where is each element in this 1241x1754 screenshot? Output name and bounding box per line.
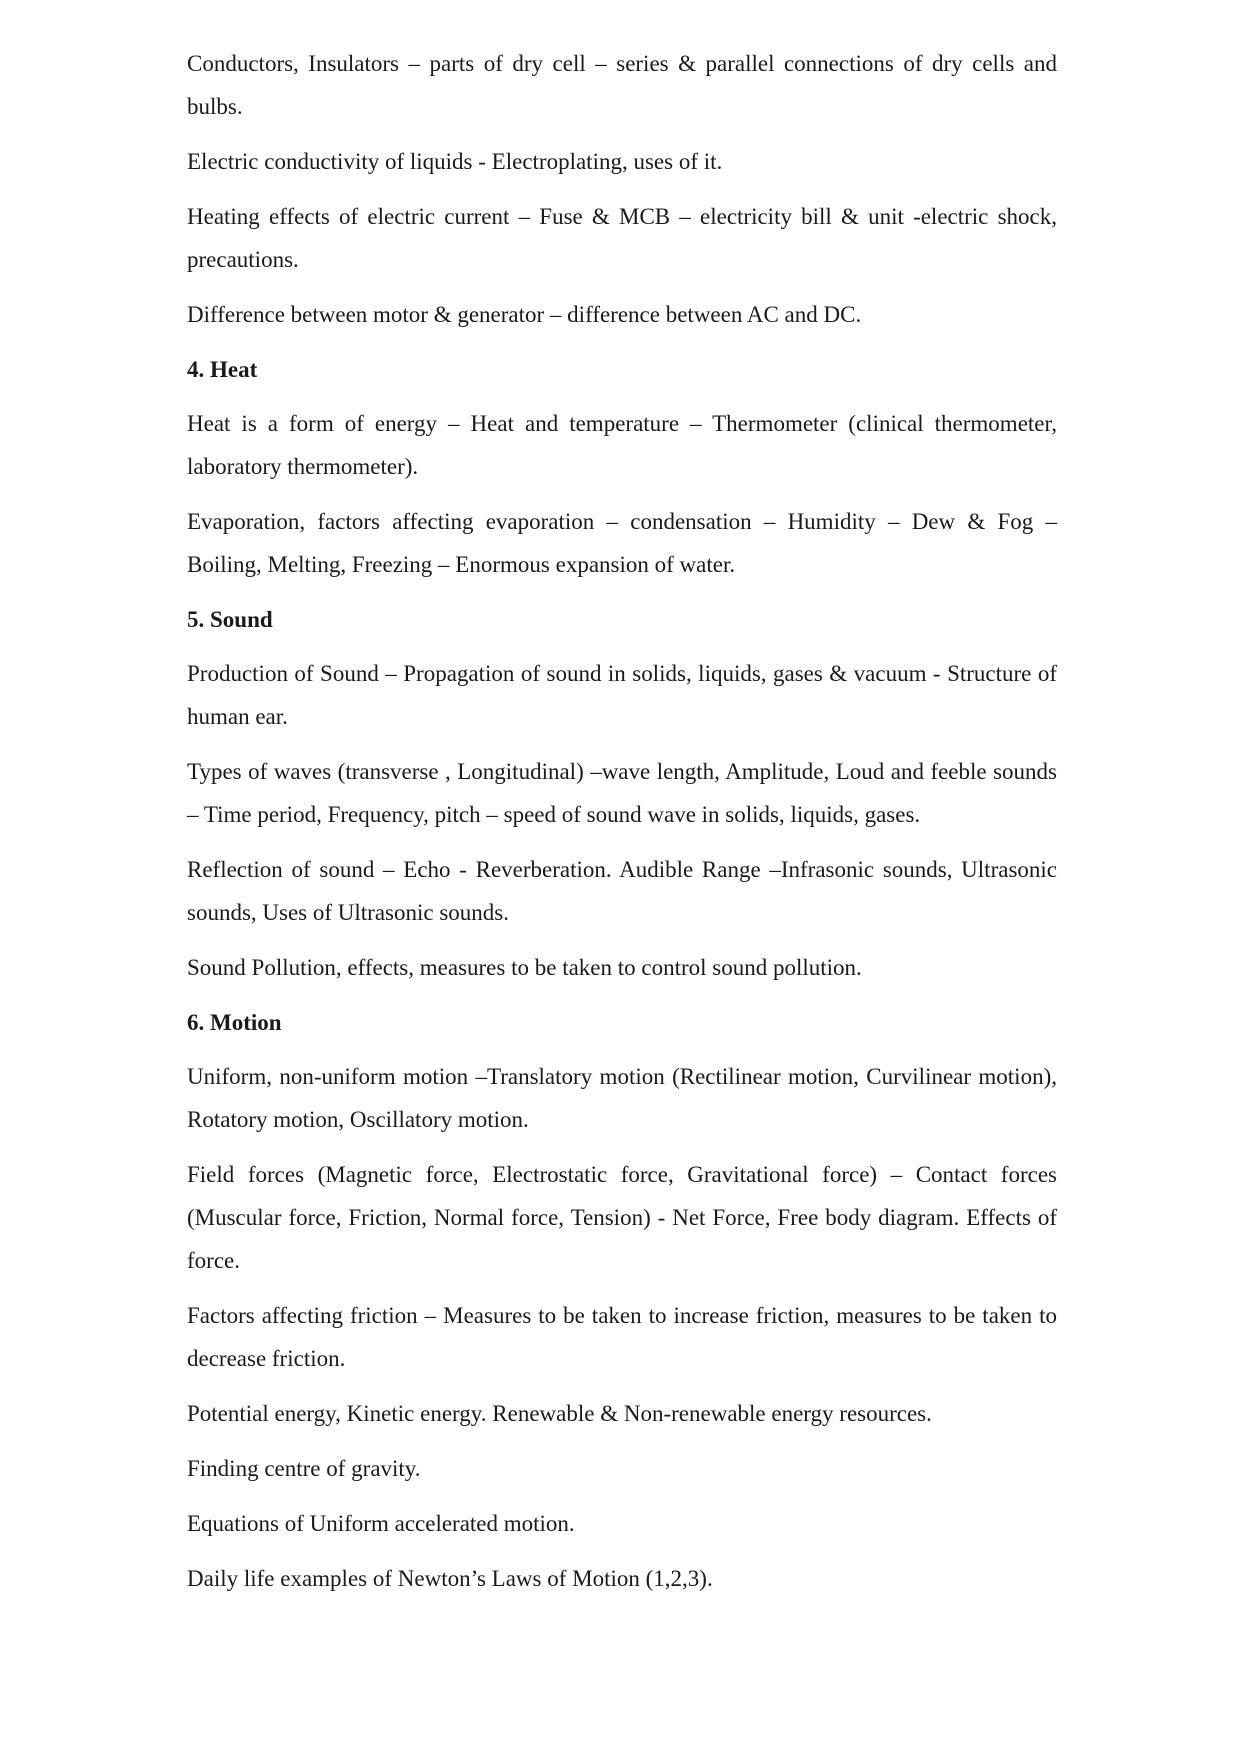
section-sound xyxy=(187,598,1057,989)
sound-paragraph-4: Sound Pollution, effects, measures to be taken to control sound pollution. xyxy=(187,955,862,980)
motion-paragraph-5: Finding centre of gravity. xyxy=(187,1456,421,1481)
intro-paragraph-3: Heating effects of electric current – Fuse & MCB – electricity bill & unit -electric shock, precautions. xyxy=(187,204,1057,272)
motion-paragraph-1: Uniform, non-uniform motion –Translatory motion (Rectilinear motion, Curvilinear motion), Rotatory motion, Oscillatory motion. xyxy=(187,1064,1057,1132)
motion-paragraph-3: Factors affecting friction – Measures to be taken to increase friction, measures to be taken to decrease friction. xyxy=(187,1303,1057,1371)
motion-paragraph-7: Daily life examples of Newton’s Laws of Motion (1,2,3). xyxy=(187,1566,713,1591)
heat-paragraph-2: Evaporation, factors affecting evaporation – condensation – Humidity – Dew & Fog – Boiling, Melting, Freezing – Enormous expansion of water. xyxy=(187,509,1057,577)
motion-paragraph-6: Equations of Uniform accelerated motion. xyxy=(187,1511,575,1536)
section-motion xyxy=(187,1001,1057,1600)
section-heading-heat: 4. Heat xyxy=(187,357,258,382)
motion-paragraph-2: Field forces (Magnetic force, Electrostatic force, Gravitational force) – Contact forces (Muscular force, Friction, Normal force, Tension) - Net Force, Free body diagram. Effects of force. xyxy=(187,1162,1057,1273)
sound-paragraph-1: Production of Sound – Propagation of sound in solids, liquids, gases & vacuum - Structure of human ear. xyxy=(187,661,1057,729)
sound-paragraph-2: Types of waves (transverse , Longitudinal) –wave length, Amplitude, Loud and feeble sounds – Time period, Frequency, pitch – speed of sound wave in solids, liquids, gases. xyxy=(187,759,1057,827)
motion-paragraph-4: Potential energy, Kinetic energy. Renewable & Non-renewable energy resources. xyxy=(187,1401,932,1426)
section-heading-motion: 6. Motion xyxy=(187,1010,282,1035)
intro-paragraph-1: Conductors, Insulators – parts of dry cell – series & parallel connections of dry cells and bulbs. xyxy=(187,51,1057,119)
intro-paragraph-4: Difference between motor & generator – difference between AC and DC. xyxy=(187,302,862,327)
intro-paragraph-2: Electric conductivity of liquids - Electroplating, uses of it. xyxy=(187,149,723,174)
section-heat xyxy=(187,348,1057,586)
section-heading-sound: 5. Sound xyxy=(187,607,273,632)
heat-paragraph-1: Heat is a form of energy – Heat and temperature – Thermometer (clinical thermometer, laboratory thermometer). xyxy=(187,411,1057,479)
sound-paragraph-3: Reflection of sound – Echo - Reverberation. Audible Range –Infrasonic sounds, Ultrasonic sounds, Uses of Ultrasonic sounds. xyxy=(187,857,1057,925)
document-page xyxy=(187,42,1057,1612)
